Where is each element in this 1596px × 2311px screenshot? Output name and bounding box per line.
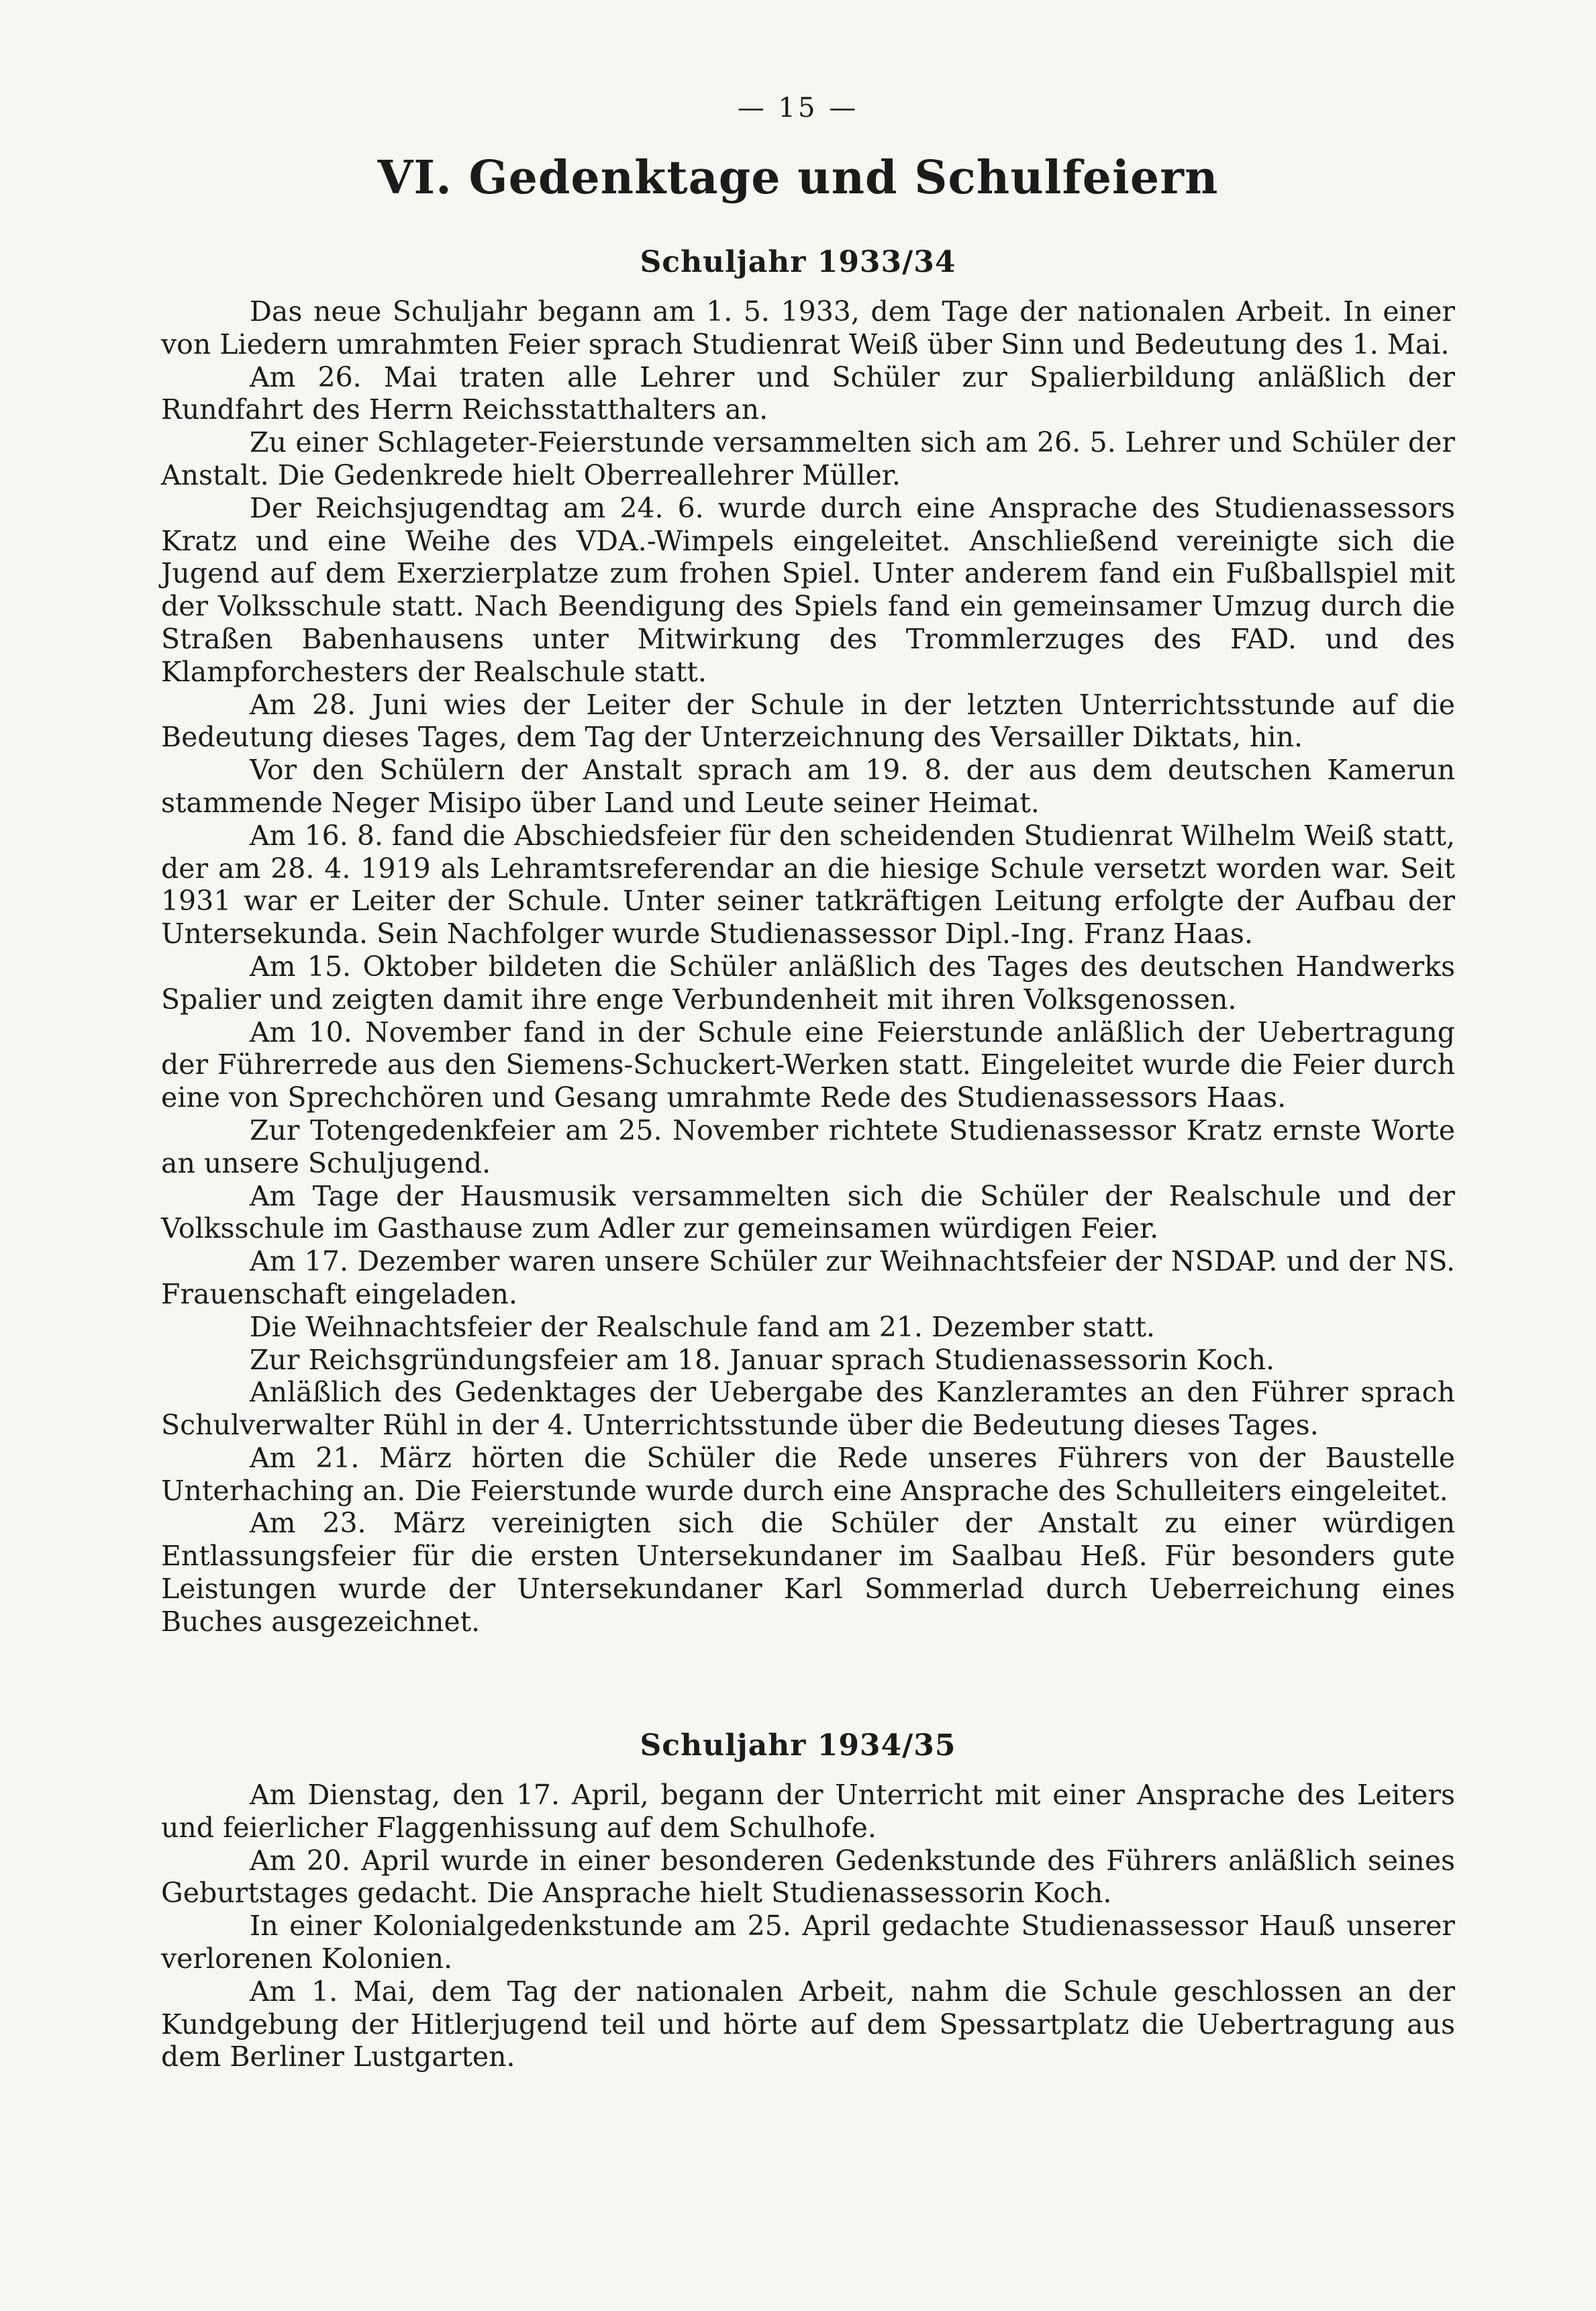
paragraph: Am 23. März vereinigten sich die Schüler der Anstalt zu einer würdigen Entlassungsfeier für die ersten Untersekundaner im Saalbau Heß. Für besonders gute Leistungen wurde der Untersekundaner Karl Sommerlad durch Ueberreichung eines Buches ausgezeichnet.	[161, 1507, 1455, 1638]
paragraph: Am 20. April wurde in einer besonderen Gedenkstunde des Führers anläßlich seines Geburtstages gedacht. Die Ansprache hielt Studienassessorin Koch.	[161, 1844, 1455, 1910]
paragraph: Am 10. November fand in der Schule eine Feierstunde anläßlich der Uebertragung der Führerrede aus den Siemens-Schuckert-Werken statt. Eingeleitet wurde die Feier durch eine von Sprechchören und Gesang umrahmte Rede des Studienassessors Haas.	[161, 1016, 1455, 1114]
section-heading-1933-34: Schuljahr 1933/34	[640, 245, 956, 279]
page-number: — 15 —	[737, 93, 859, 124]
paragraph: Die Weihnachtsfeier der Realschule fand am 21. Dezember statt.	[250, 1310, 1155, 1343]
section-body-1933-34	[161, 295, 1455, 1638]
paragraph: Am Dienstag, den 17. April, begann der Unterricht mit einer Ansprache des Leiters und feierlicher Flaggenhissung auf dem Schulhofe.	[161, 1779, 1455, 1844]
paragraph: Am 17. Dezember waren unsere Schüler zur Weihnachtsfeier der NSDAP. und der NS. Frauenschaft eingeladen.	[161, 1245, 1455, 1310]
section-heading-1934-35: Schuljahr 1934/35	[640, 1728, 956, 1763]
paragraph: Am Tage der Hausmusik versammelten sich die Schüler der Realschule und der Volksschule im Gasthause zum Adler zur gemeinsamen würdigen Feier.	[161, 1179, 1455, 1245]
paragraph: Am 21. März hörten die Schüler die Rede unseres Führers von der Baustelle Unterhaching an. Die Feierstunde wurde durch eine Ansprache des Schulleiters eingeleitet.	[161, 1441, 1455, 1507]
paragraph: Am 28. Juni wies der Leiter der Schule in der letzten Unterrichtsstunde auf die Bedeutung dieses Tages, dem Tag der Unterzeichnung des Versailler Diktats, hin.	[161, 688, 1455, 754]
paragraph: In einer Kolonialgedenkstunde am 25. April gedachte Studienassessor Hauß unserer verlorenen Kolonien.	[161, 1910, 1455, 1975]
paragraph: Zur Totengedenkfeier am 25. November richtete Studienassessor Kratz ernste Worte an unsere Schuljugend.	[161, 1114, 1455, 1179]
paragraph: Am 26. Mai traten alle Lehrer und Schüler zur Spalierbildung anläßlich der Rundfahrt des Herrn Reichsstatthalters an.	[161, 360, 1455, 426]
paragraph: Am 16. 8. fand die Abschiedsfeier für den scheidenden Studienrat Wilhelm Weiß statt, der am 28. 4. 1919 als Lehramtsreferendar an die hiesige Schule versetzt worden war. Seit 1931 war er Leiter der Schule. Unter seiner tatkräftigen Leitung erfolgte der Aufbau der Untersekunda. Sein Nachfolger wurde Studienassessor Dipl.-Ing. Franz Haas.	[161, 819, 1455, 950]
paragraph: Am 1. Mai, dem Tag der nationalen Arbeit, nahm die Schule geschlossen an der Kundgebung der Hitlerjugend teil und hörte auf dem Spessartplatz die Uebertragung aus dem Berliner Lustgarten.	[161, 1975, 1455, 2073]
chapter-title: VI. Gedenktage und Schulfeiern	[377, 151, 1219, 205]
paragraph: Zu einer Schlageter-Feierstunde versammelten sich am 26. 5. Lehrer und Schüler der Anstalt. Die Gedenkrede hielt Oberreallehrer Müller.	[161, 426, 1455, 491]
paragraph: Vor den Schülern der Anstalt sprach am 19. 8. der aus dem deutschen Kamerun stammende Neger Misipo über Land und Leute seiner Heimat.	[161, 754, 1455, 819]
paragraph: Anläßlich des Gedenktages der Uebergabe des Kanzleramtes an den Führer sprach Schulverwalter Rühl in der 4. Unterrichtsstunde über die Bedeutung dieses Tages.	[161, 1376, 1455, 1442]
section-body-1934-35	[161, 1779, 1455, 2073]
paragraph: Zur Reichsgründungsfeier am 18. Januar sprach Studienassessorin Koch.	[250, 1343, 1275, 1376]
paragraph: Das neue Schuljahr begann am 1. 5. 1933, dem Tage der nationalen Arbeit. In einer von Liedern umrahmten Feier sprach Studienrat Weiß über Sinn und Bedeutung des 1. Mai.	[161, 295, 1455, 360]
paragraph: Der Reichsjugendtag am 24. 6. wurde durch eine Ansprache des Studienassessors Kratz und eine Weihe des VDA.-Wimpels eingeleitet. Anschließend vereinigte sich die Jugend auf dem Exerzierplatze zum frohen Spiel. Unter anderem fand ein Fußballspiel mit der Volksschule statt. Nach Beendigung des Spiels fand ein gemeinsamer Umzug durch die Straßen Babenhausens unter Mitwirkung des Trommlerzuges des FAD. und des Klampforchesters der Realschule statt.	[161, 491, 1455, 688]
paragraph: Am 15. Oktober bildeten die Schüler anläßlich des Tages des deutschen Handwerks Spalier und zeigten damit ihre enge Verbundenheit mit ihren Volksgenossen.	[161, 950, 1455, 1016]
